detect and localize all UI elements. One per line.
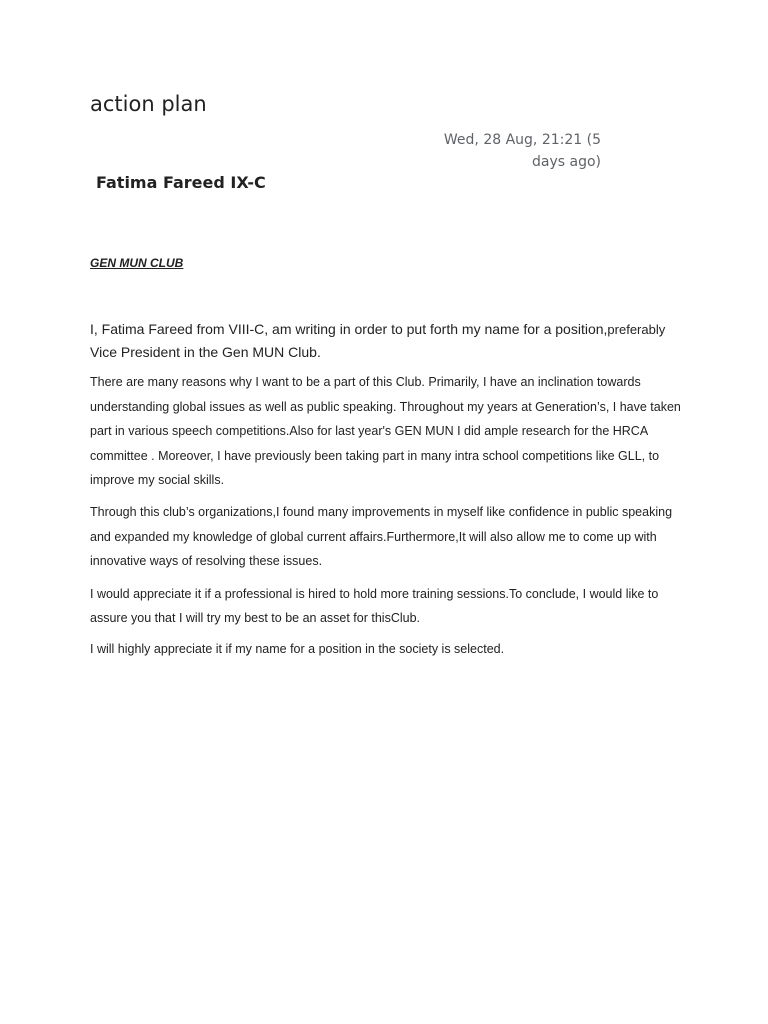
intro-main-text: I, Fatima Fareed from VIII-C, am writing in order to put forth my name for a position, — [90, 321, 608, 337]
email-date: Wed, 28 Aug, 21:21 (5 days ago) — [443, 132, 601, 170]
intro-end-text: Vice President in the Gen MUN Club. — [90, 344, 321, 360]
author-line: Fatima Fareed IX-C — [96, 173, 266, 192]
body-paragraph-3: I would appreciate it if a professional is hired to hold more training sessions.To conclude, I would like to assure you that I will try my best to be an asset for thisClub. — [90, 587, 659, 625]
intro-small-text: preferably — [607, 322, 666, 337]
body-paragraph-4: I will highly appreciate it if my name for a position in the society is selected. — [90, 642, 505, 656]
body-paragraph-2: Through this club’s organizations,I found many improvements in myself like confidence in public speaking and expanded my knowledge of global current affairs.Furthermore,It will also allow me to come up with innovative ways of resolving these issues. — [90, 505, 673, 568]
intro-paragraph — [90, 318, 680, 364]
email-subject: action plan — [90, 92, 207, 116]
body-paragraph-1: There are many reasons why I want to be a part of this Club. Primarily, I have an inclination towards understanding global issues as well as public speaking. Throughout my years at Generation’s, I have taken part in various speech competitions.Also for last year's GEN MUN I did ample research for the HRCA committee . Moreover, I have previously been taking part in many intra school competitions like GLL, to improve my social skills. — [90, 375, 681, 487]
club-heading: GEN MUN CLUB — [90, 256, 184, 270]
